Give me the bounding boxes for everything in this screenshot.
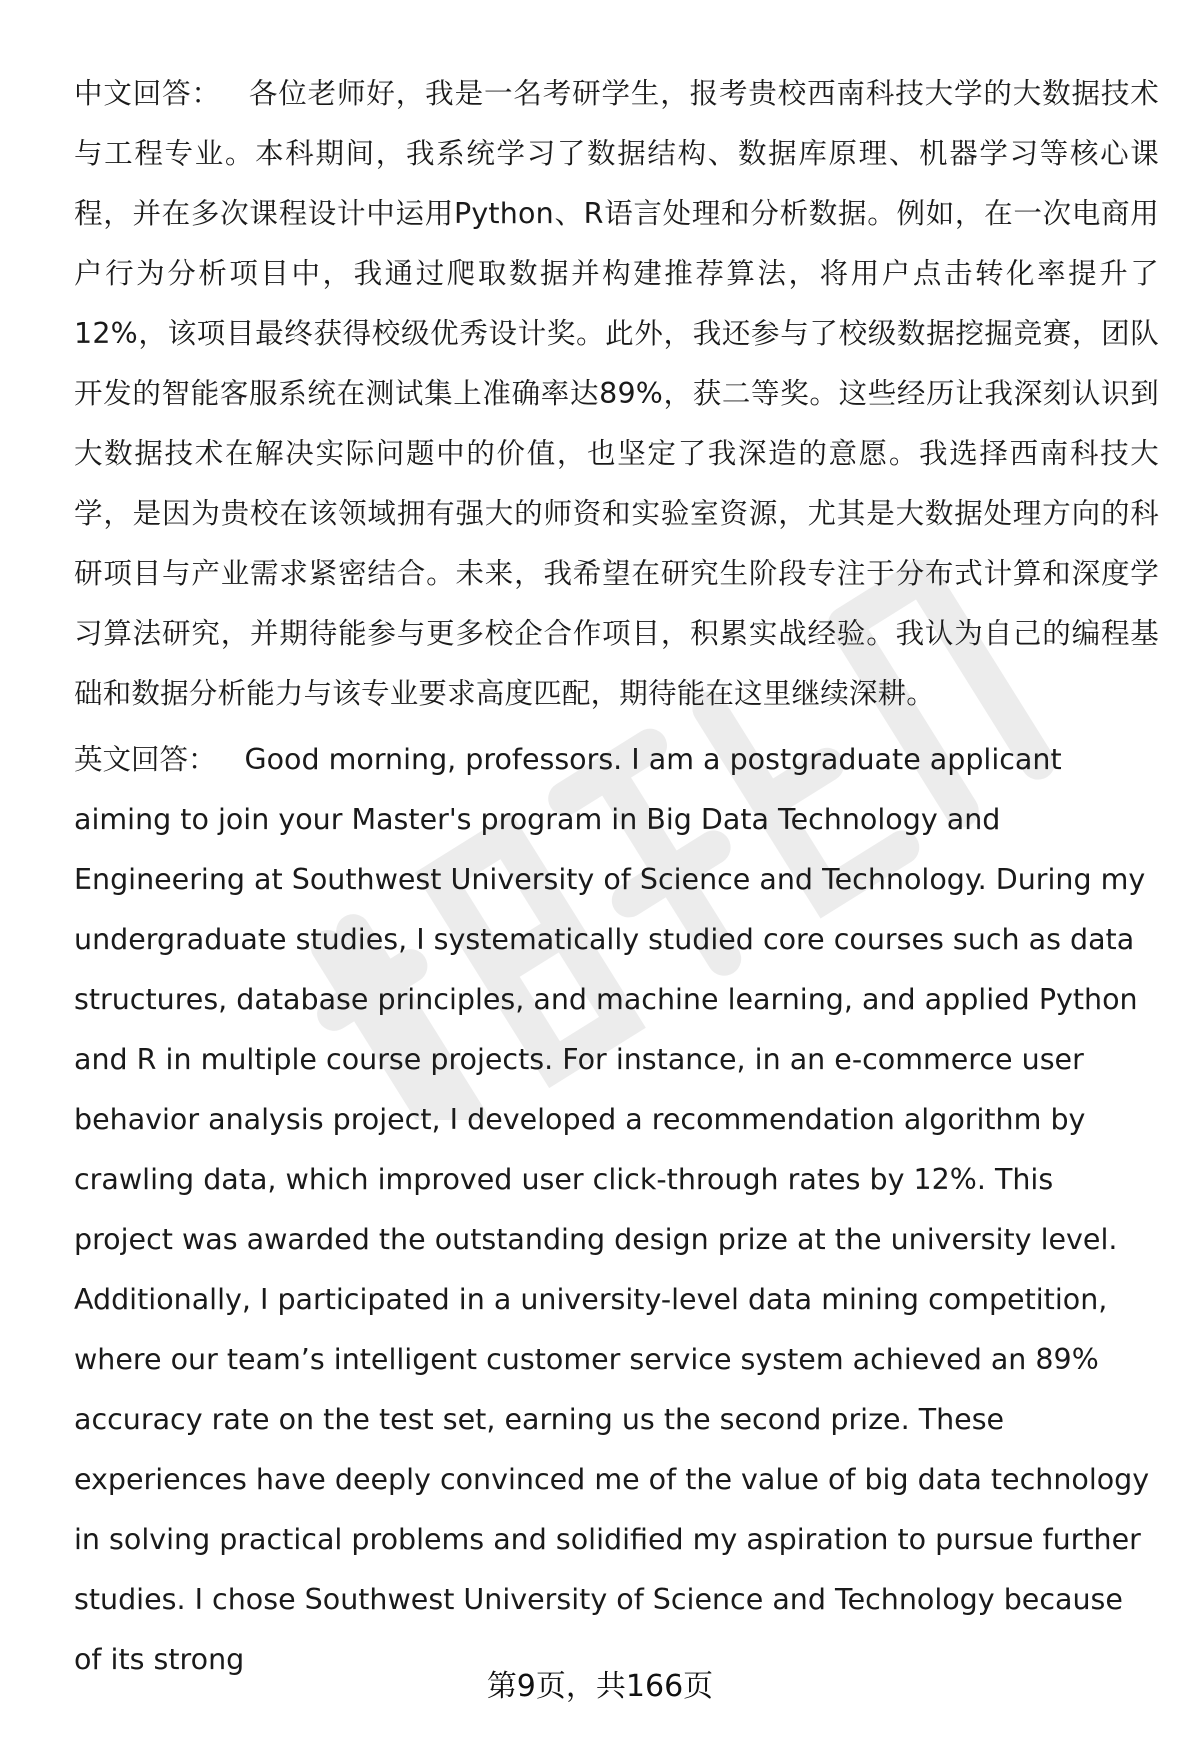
chinese-answer-text: 各位老师好，我是一名考研学生，报考贵校西南科技大学的大数据技术与工程专业。本科期间，我系统学习了数据结构、数据库原理、机器学习等核心课程，并在多次课程设计中运用Python、R语言处理和分析数据。例如，在一次电商用户行为分析项目中，我通过爬取数据并构建推荐算法，将用户点击转化率提升了12%，该项目最终获得校级优秀设计奖。此外，我还参与了校级数据挖掘竞赛，团队开发的智能客服系统在测试集上准确率达89%，获二等奖。这些经历让我深刻认识到大数据技术在解决实际问题中的价值，也坚定了我深造的意愿。我选择西南科技大学，是因为贵校在该领域拥有强大的师资和实验室资源，尤其是大数据处理方向的科研项目与产业需求紧密结合。未来，我希望在研究生阶段专注于分布式计算和深度学习算法研究，并期待能参与更多校企合作项目，积累实战经验。我认为自己的编程基础和数据分析能力与该专业要求高度匹配，期待能在这里继续深耕。 xyxy=(74,77,1159,710)
english-answer-text: Good morning, professors. I am a postgraduate applicant aiming to join your Master's program in Big Data Technology and Engineering at Southwest University of Science and Technology. During my undergraduate studies, I systematically studied core courses such as data structures, database principles, and machine learning, and applied Python and R in multiple course projects. For instance, in an e-commerce user behavior analysis project, I developed a recommendation algorithm by crawling data, which improved user click-through rates by 12%. This project was awarded the outstanding design prize at the university level. Additionally, I participated in a university-level data mining competition, where our team’s intelligent customer service system achieved an 89% accuracy rate on the test set, earning us the second prize. These experiences have deeply convinced me of the value of big data technology in solving practical problems and solidified my aspiration to pursue further studies. I chose Southwest University of Science and Technology because of its strong xyxy=(74,743,1150,1676)
english-answer-label: 英文回答： xyxy=(74,743,217,776)
page-number-footer: 第9页，共166页 xyxy=(486,1669,714,1704)
chinese-answer-paragraph xyxy=(74,64,1159,724)
english-answer-paragraph xyxy=(74,730,1159,1690)
document-body xyxy=(74,64,1159,1690)
chinese-answer-label: 中文回答： xyxy=(74,77,221,110)
